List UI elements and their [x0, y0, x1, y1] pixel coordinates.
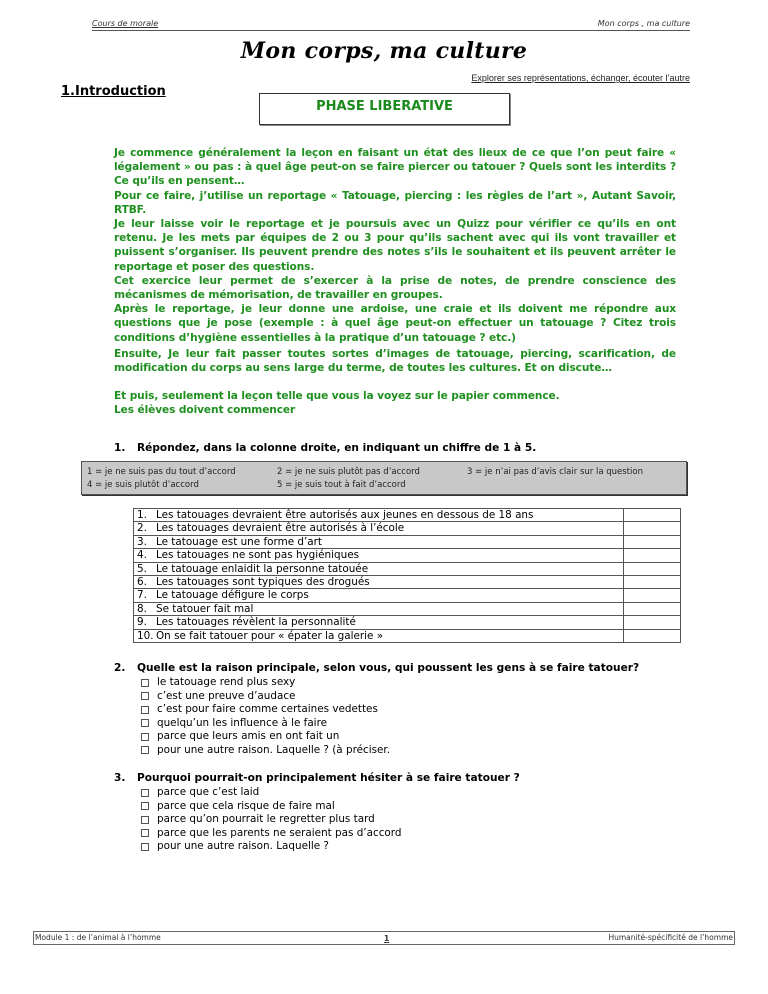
option-label: c’est pour faire comme certaines vedettes	[157, 703, 378, 715]
option-label: pour une autre raison. Laquelle ? (à préciser.	[157, 743, 391, 756]
puis-text	[114, 389, 676, 417]
section-heading: 1.Introduction	[61, 84, 166, 99]
table-row	[134, 576, 681, 589]
option[interactable]	[140, 690, 390, 704]
checkbox-icon[interactable]	[141, 733, 149, 741]
item-number: 10.	[137, 629, 154, 642]
option[interactable]	[140, 703, 390, 717]
intro-paragraph: Je leur laisse voir le reportage et je poursuis avec un Quizz pour vérifier ce qu’ils en ont retenu. Je les mets par équipes de 2 ou 3 pour qu’ils sachent avec qui ils vont travailler et puissent s’organiser. Ils peuvent prendre des notes s’ils le souhaitent et ils peuvent arrêter le reportage et poser des questions.	[114, 218, 676, 273]
answer-cell[interactable]	[624, 549, 681, 562]
question-number: 1.	[114, 442, 126, 454]
puis-line: Les élèves doivent commencer	[114, 404, 296, 417]
option-label: parce que les parents ne seraient pas d’accord	[157, 826, 402, 839]
option[interactable]	[140, 717, 390, 731]
item-number: 8.	[137, 602, 147, 615]
option-label: parce que cela risque de faire mal	[157, 799, 335, 812]
intro-paragraph: Je commence généralement la leçon en faisant un état des lieux de ce que l’on peut faire « légalement » ou pas : à quel âge peut-on se faire piercer ou tatouer ? Quels sont les interdits ? Ce qu’ils en pensent…	[114, 147, 676, 188]
phase-label: PHASE LIBERATIVE	[316, 99, 453, 114]
checkbox-icon[interactable]	[141, 746, 149, 754]
option[interactable]	[140, 744, 390, 758]
checkbox-icon[interactable]	[141, 789, 149, 797]
option[interactable]	[140, 786, 401, 800]
answer-cell[interactable]	[624, 589, 681, 602]
option[interactable]	[140, 840, 401, 854]
item-number: 6.	[137, 576, 147, 589]
option-label: pour une autre raison. Laquelle ?	[157, 840, 329, 852]
question-3-heading	[114, 772, 520, 784]
question-number: 2.	[114, 662, 126, 674]
item-text: Le tatouage défigure le corps	[156, 589, 309, 602]
table-row	[134, 549, 681, 562]
key-1: 1 = je ne suis pas du tout d’accord	[87, 467, 236, 477]
item-number: 4.	[137, 549, 147, 562]
table-row	[134, 629, 681, 642]
page-title: Mon corps, ma culture	[240, 38, 528, 64]
option[interactable]	[140, 800, 401, 814]
answer-cell[interactable]	[624, 602, 681, 615]
checkbox-icon[interactable]	[141, 829, 149, 837]
table-row	[134, 535, 681, 548]
question-number: 3.	[114, 772, 126, 784]
answer-cell[interactable]	[624, 522, 681, 535]
question-text: Quelle est la raison principale, selon vous, qui poussent les gens à se faire tatouer?	[137, 662, 640, 674]
ensuite-text	[114, 347, 676, 375]
option[interactable]	[140, 730, 390, 744]
footer-left: Module 1 : de l’animal à l’homme	[35, 933, 161, 942]
key-4: 4 = je suis plutôt d’accord	[87, 480, 199, 490]
answer-cell[interactable]	[624, 576, 681, 589]
item-text: Les tatouages ne sont pas hygiéniques	[156, 549, 360, 562]
statements-table	[133, 508, 681, 643]
item-text: Les tatouages devraient être autorisés aux jeunes en dessous de 18 ans	[156, 509, 534, 521]
intro-text	[114, 146, 676, 345]
item-text: On se fait tatouer pour « épater la galerie »	[156, 629, 384, 642]
table-row	[134, 602, 681, 615]
table-row	[134, 522, 681, 535]
checkbox-icon[interactable]	[141, 679, 149, 687]
checkbox-icon[interactable]	[141, 802, 149, 810]
item-text: Se tatouer fait mal	[156, 602, 254, 615]
table-row	[134, 589, 681, 602]
answer-cell[interactable]	[624, 509, 681, 522]
option-label: quelqu’un les influence à le faire	[157, 716, 328, 729]
header-right: Mon corps , ma culture	[597, 19, 690, 28]
table-row	[134, 616, 681, 629]
item-number: 5.	[137, 562, 147, 575]
checkbox-icon[interactable]	[141, 816, 149, 824]
item-text: Le tatouage est une forme d’art	[156, 535, 323, 548]
option-label: parce que leurs amis en ont fait un	[157, 730, 340, 742]
question-text: Pourquoi pourrait-on principalement hésiter à se faire tatouer ?	[137, 772, 520, 784]
answer-cell[interactable]	[624, 562, 681, 575]
table-row	[134, 509, 681, 522]
page-subtitle: Explorer ses représentations, échanger, écouter l’autre	[471, 73, 690, 83]
question-2-options	[140, 676, 390, 757]
header-left: Cours de morale	[92, 19, 159, 28]
answer-cell[interactable]	[624, 535, 681, 548]
question-2-heading	[114, 662, 639, 674]
item-number: 2.	[137, 522, 147, 535]
item-number: 9.	[137, 616, 147, 629]
intro-paragraph: Après le reportage, je leur donne une ardoise, une craie et ils doivent me répondre aux questions que je pose (exemple : à quel âge peut-on effectuer un tatouage ? Citez trois conditions d’hygiène essentielles à la pratique d’un tatouage ? etc.)	[114, 303, 676, 344]
checkbox-icon[interactable]	[141, 843, 149, 851]
question-3-options	[140, 786, 401, 854]
footer-right: Humanité-spécificité de l’homme	[608, 933, 733, 942]
option-label: c’est une preuve d’audace	[157, 689, 296, 702]
answer-cell[interactable]	[624, 616, 681, 629]
phase-box	[259, 93, 510, 125]
option-label: parce qu’on pourrait le regretter plus tard	[157, 813, 375, 825]
item-text: Le tatouage enlaidit la personne tatouée	[156, 562, 369, 575]
question-1-heading	[114, 442, 536, 454]
intro-paragraph: Pour ce faire, j’utilise un reportage « Tatouage, piercing : les règles de l’art », Autant Savoir, RTBF.	[114, 189, 676, 216]
checkbox-icon[interactable]	[141, 706, 149, 714]
item-text: Les tatouages sont typiques des drogués	[156, 576, 370, 589]
checkbox-icon[interactable]	[141, 692, 149, 700]
item-number: 7.	[137, 589, 147, 602]
option[interactable]	[140, 813, 401, 827]
page-number: 1	[384, 934, 390, 943]
option-label: parce que c’est laid	[157, 786, 260, 798]
item-number: 1.	[137, 509, 147, 521]
option[interactable]	[140, 827, 401, 841]
puis-line: Et puis, seulement la leçon telle que vous la voyez sur le papier commence.	[114, 390, 560, 402]
ensuite-paragraph: Ensuite, Je leur fait passer toutes sortes d’images de tatouage, piercing, scarification, de modification du corps au sens large du terme, de toutes les cultures. Et on discute…	[114, 348, 676, 375]
answer-cell[interactable]	[624, 629, 681, 642]
page-footer	[33, 931, 735, 945]
item-number: 3.	[137, 535, 147, 548]
option[interactable]	[140, 676, 390, 690]
item-text: Les tatouages devraient être autorisés à l’école	[156, 522, 405, 535]
rating-key-box	[81, 461, 687, 495]
key-5: 5 = je suis tout à fait d’accord	[277, 480, 406, 490]
item-text: Les tatouages révèlent la personnalité	[156, 616, 356, 629]
checkbox-icon[interactable]	[141, 719, 149, 727]
question-text: Répondez, dans la colonne droite, en indiquant un chiffre de 1 à 5.	[137, 442, 537, 454]
intro-paragraph: Cet exercice leur permet de s’exercer à la prise de notes, de prendre conscience des mécanismes de mémorisation, de travailler en groupes.	[114, 274, 676, 302]
option-label: le tatouage rend plus sexy	[157, 676, 296, 688]
key-2: 2 = je ne suis plutôt pas d’accord	[277, 467, 420, 477]
table-row	[134, 562, 681, 575]
page-header	[92, 17, 690, 31]
key-3: 3 = je n’ai pas d’avis clair sur la question	[467, 467, 643, 477]
